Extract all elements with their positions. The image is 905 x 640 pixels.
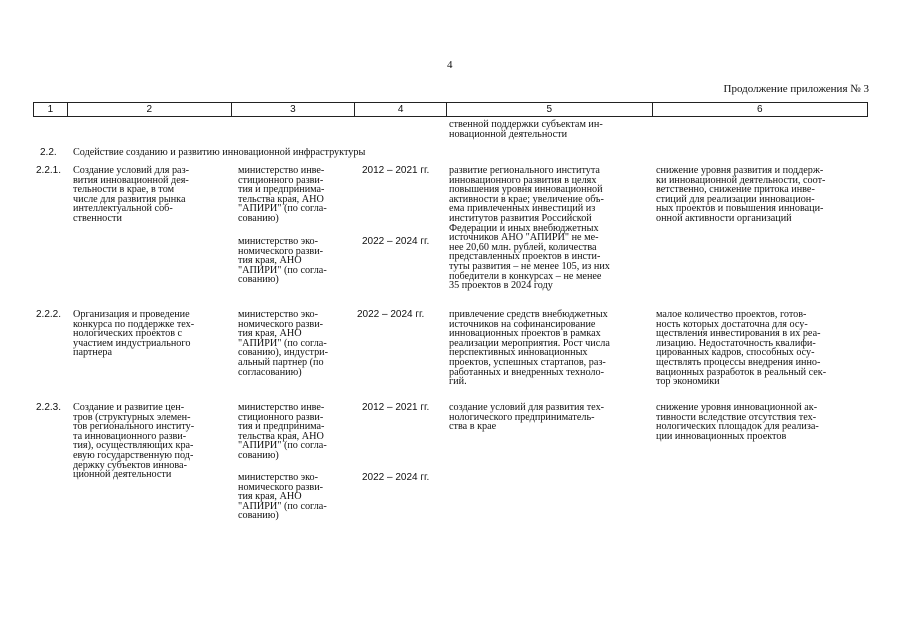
row-period: 2022 – 2024 гг. — [362, 472, 430, 483]
row-result: развитие регионального института инновационного развития в целях повышения уровня инновационной активности в крае; увеличение объ- ема привлеченных инвестиций из институтов развития Российской Федерации и иных внебюджетных источников АНО "АПИРИ" не ме- нее 20,60 млн. рублей, количества представленных проектов в инсти- туты развития – не менее 105, из них победители в конкурсах – не менее 35 проектов в 2024 году — [449, 165, 610, 292]
row-executor: министерство эко- номического разви- тия края, АНО "АПИРИ" (по согла- сованию), индустри- альный партнер (по согласованию) — [238, 309, 329, 378]
row-period: 2012 – 2021 гг. — [362, 402, 430, 413]
row-executor: министерство инве- стиционного разви- тия и предпринима- тельства края, АНО "АПИРИ" (по согла- сованию) — [238, 402, 327, 461]
column-header-4: 4 — [355, 103, 447, 116]
row-consequence: снижение уровня инновационной ак- тивности вследствие отсутствия тех- нологических площадок для реализа- ции инновационных проектов — [656, 402, 819, 442]
column-header-2: 2 — [68, 103, 232, 116]
row-name: Организация и проведение конкурса по поддержке тех- нологических проектов с участием индустриального партнера — [73, 309, 195, 359]
row-name: Создание и развитие цен- тров (структурных элемен- тов регионального институ- та инновационного разви- тия), осуществляющих кра- евую государственную под- держку субъектов иннова- ционной деятельности — [73, 402, 195, 481]
page-number: 4 — [447, 59, 453, 71]
row-name: Создание условий для раз- вития инновационной дея- тельности в крае, в том числе для развития рынка интеллектуальной соб- ственности — [73, 165, 189, 224]
section-number: 2.2. — [40, 147, 57, 158]
row-period: 2012 – 2021 гг. — [362, 165, 430, 176]
column-header-1: 1 — [34, 103, 68, 116]
carryover-text: ственной поддержки субъектам ин- новационной деятельности — [449, 119, 603, 140]
column-header-3: 3 — [232, 103, 356, 116]
table-header-row — [33, 102, 868, 117]
row-period: 2022 – 2024 гг. — [357, 309, 425, 320]
row-period: 2022 – 2024 гг. — [362, 236, 430, 247]
row-result: привлечение средств внебюджетных источников на софинансирование инновационных проектов в рамках реализации мероприятия. Рост числа перспективных инновационных проектов, успешных стартапов, раз- работанных и внедренных техноло- гий. — [449, 309, 610, 388]
row-number: 2.2.1. — [36, 165, 62, 176]
row-consequence: малое количество проектов, готов- ность которых достаточна для осу- ществления инвестирования в их реа- лизацию. Недостаточность квалифи- цированных кадров, способных осу- ществлять процессы внедрения инно- вационных разработок в реальный сек- тор экономики — [656, 309, 827, 388]
row-executor: министерство эко- номического разви- тия края, АНО "АПИРИ" (по согла- сованию) — [238, 472, 327, 522]
row-number: 2.2.2. — [36, 309, 62, 320]
column-header-5: 5 — [447, 103, 653, 116]
column-header-6: 6 — [756, 104, 763, 115]
row-number: 2.2.3. — [36, 402, 62, 413]
row-executor: министерство инве- стиционного разви- тия и предпринима- тельства края, АНО "АПИРИ" (по согла- сованию) — [238, 165, 327, 224]
continuation-label: Продолжение приложения № 3 — [723, 83, 869, 95]
row-consequence: снижение уровня развития и поддерж- ки инновационной деятельности, соот- ветственно, снижение притока инве- стиций для реализации инновацион- ных проектов и повышения инноваци- онной активности организаций — [656, 165, 826, 224]
section-title: Содействие созданию и развитию инновационной инфраструктуры — [73, 147, 366, 158]
row-result: создание условий для развития тех- нологического предприниматель- ства в крае — [449, 402, 605, 433]
row-executor: министерство эко- номического разви- тия края, АНО "АПИРИ" (по согла- сованию) — [238, 236, 327, 286]
